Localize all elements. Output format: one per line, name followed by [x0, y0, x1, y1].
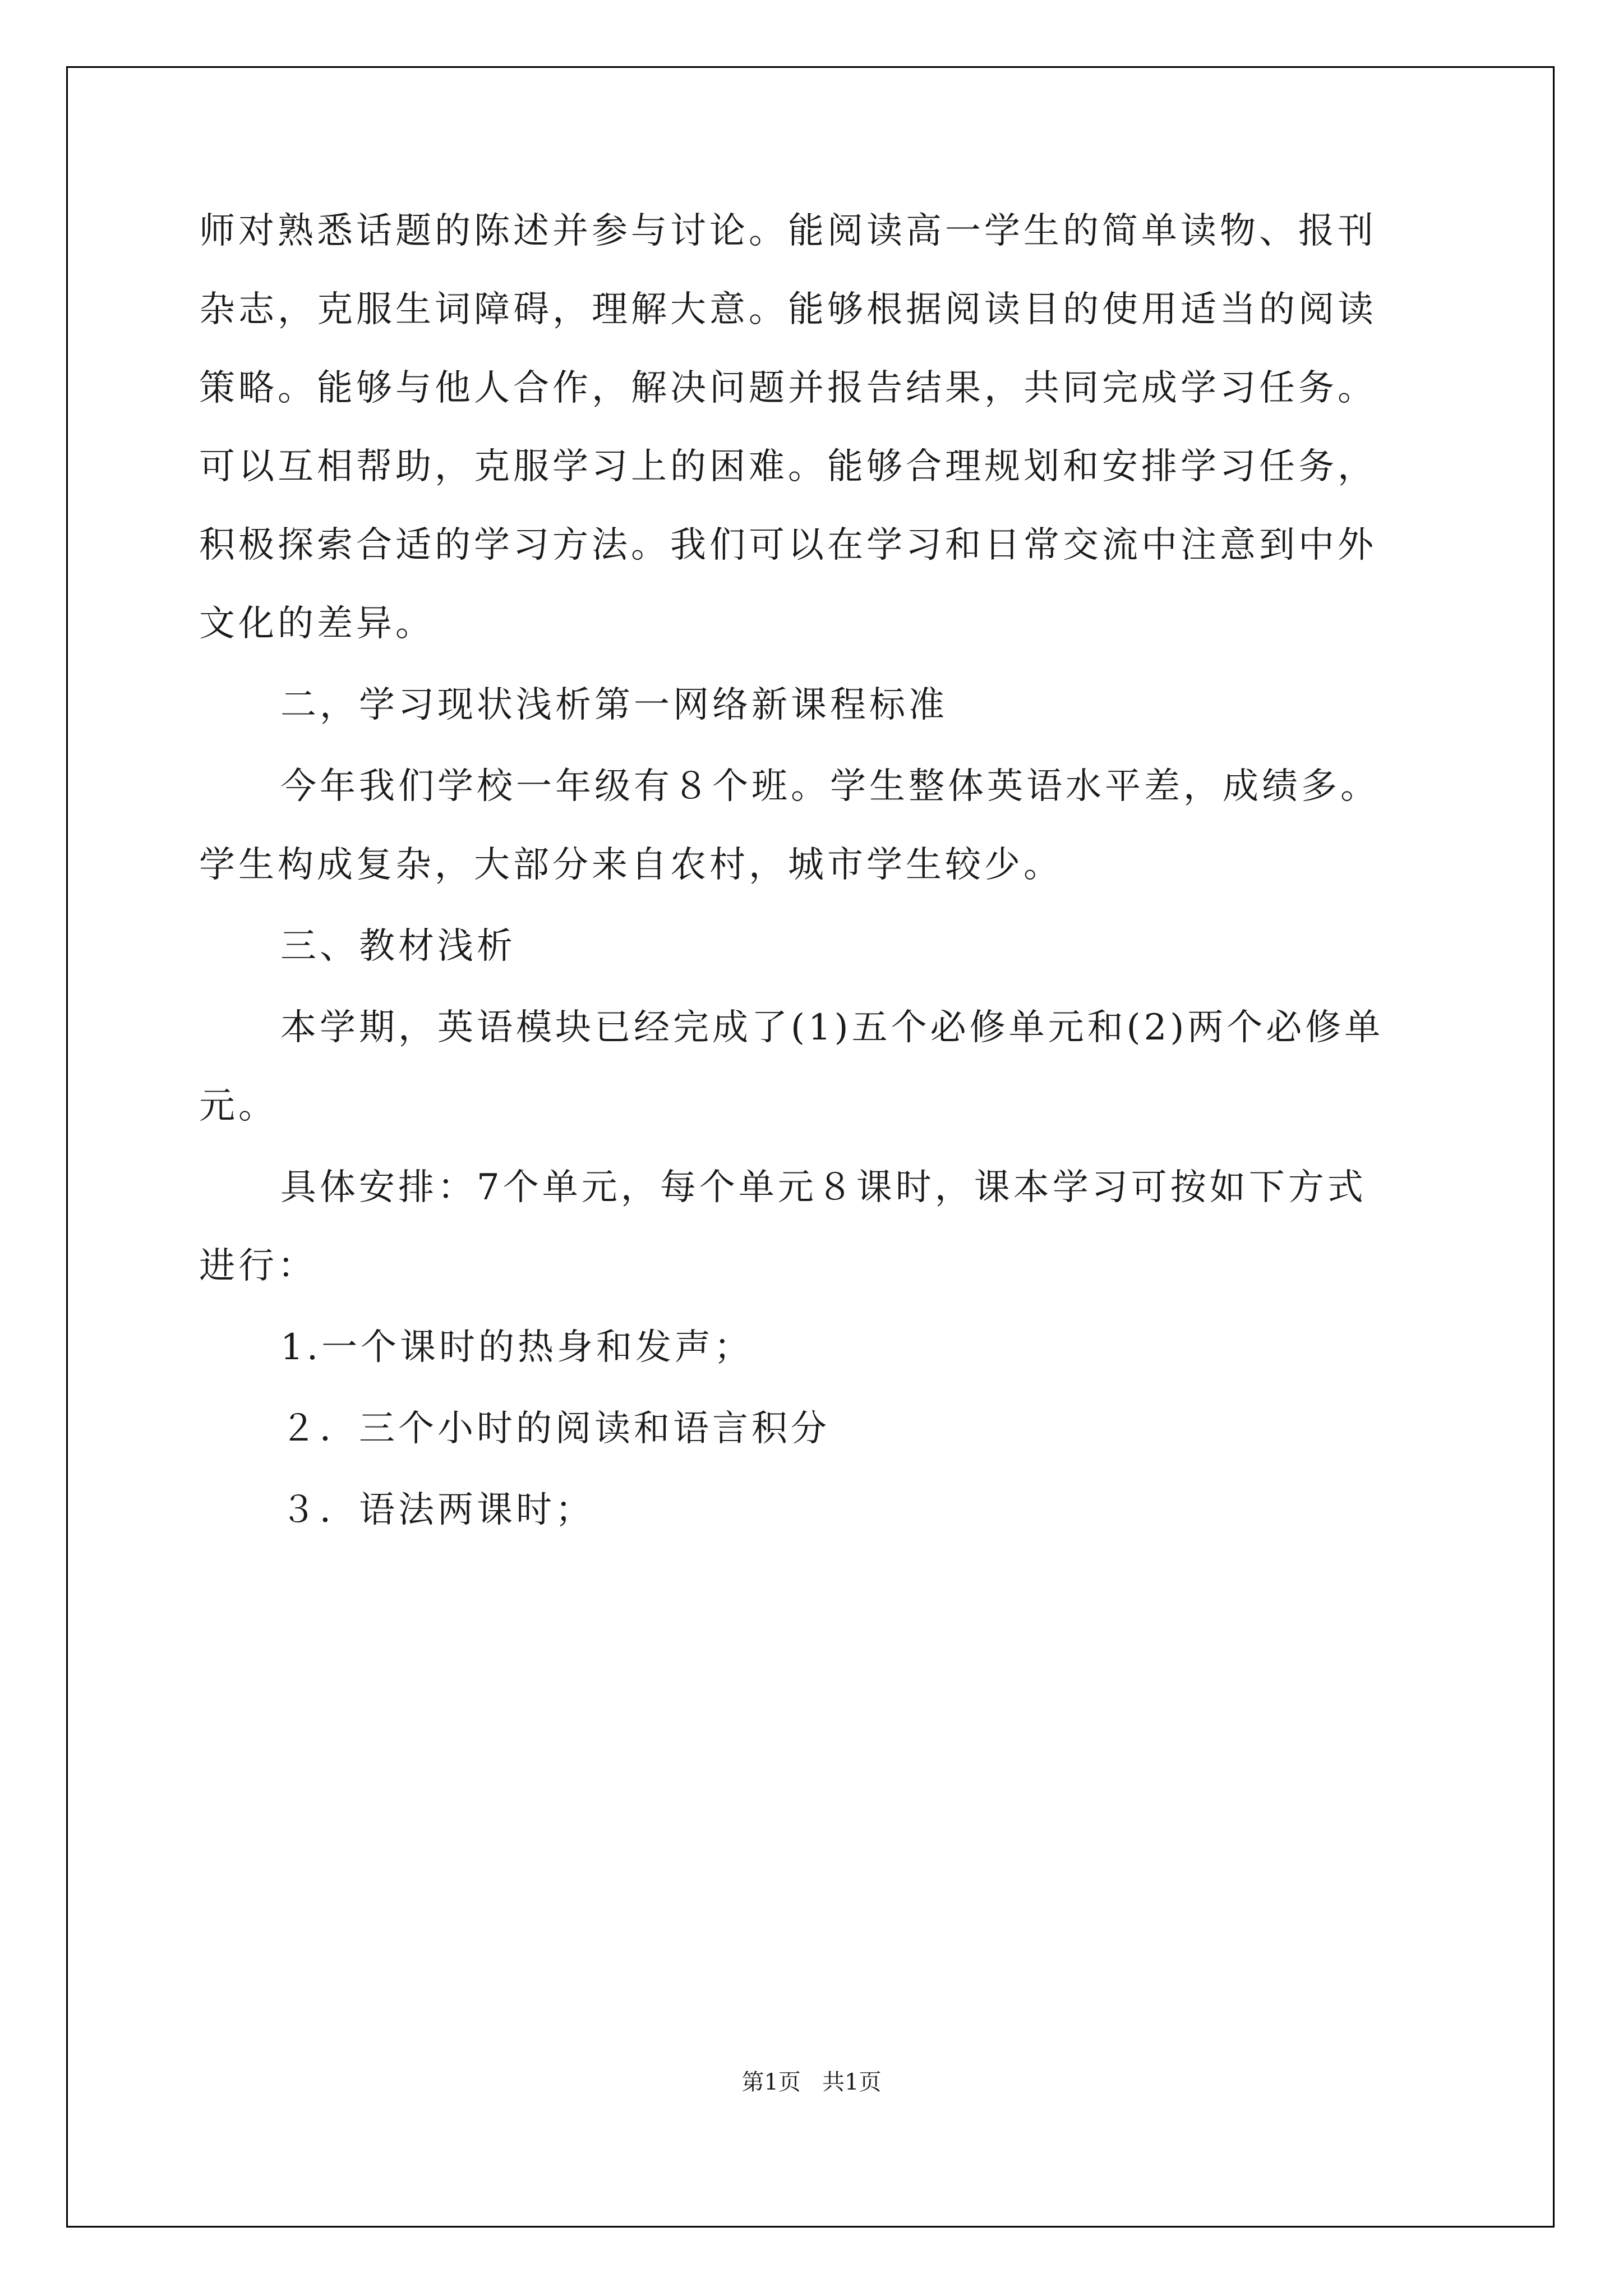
list-item: ２．三个小时的阅读和语言积分 — [280, 1408, 830, 1450]
paragraph-line: 策略。能够与他人合作，解决问题并报告结果，共同完成学习任务。 — [199, 367, 1377, 409]
section-heading: 三、教材浅析 — [280, 926, 516, 967]
list-item: 1.一个课时的热身和发声； — [280, 1327, 754, 1368]
paragraph-line: 积极探索合适的学习方法。我们可以在学习和日常交流中注意到中外 — [199, 524, 1377, 566]
paragraph-line: 师对熟悉话题的陈述并参与讨论。能阅读高一学生的简单读物、报刊 — [199, 210, 1377, 252]
paragraph-line: 具体安排：7个单元，每个单元８课时，课本学习可按如下方式 — [280, 1167, 1367, 1208]
paragraph-line: 学生构成复杂，大部分来自农村，城市学生较少。 — [199, 844, 1063, 886]
section-heading: 二，学习现状浅析第一网络新课程标准 — [280, 684, 948, 726]
page-number-footer: 第1页 共1页 — [741, 2069, 882, 2095]
paragraph-line: 本学期，英语模块已经完成了(1)五个必修单元和(2)两个必修单 — [280, 1007, 1384, 1048]
paragraph-line: 文化的差异。 — [199, 603, 435, 645]
paragraph-line: 元。 — [199, 1085, 278, 1127]
paragraph-line: 可以互相帮助，克服学习上的困难。能够合理规划和安排学习任务， — [199, 446, 1377, 487]
list-item: ３．语法两课时； — [280, 1489, 594, 1531]
paragraph-line: 今年我们学校一年级有８个班。学生整体英语水平差，成绩多。 — [280, 766, 1380, 807]
paragraph-line: 进行： — [199, 1245, 317, 1287]
paragraph-line: 杂志，克服生词障碍，理解大意。能够根据阅读目的使用适当的阅读 — [199, 289, 1377, 330]
